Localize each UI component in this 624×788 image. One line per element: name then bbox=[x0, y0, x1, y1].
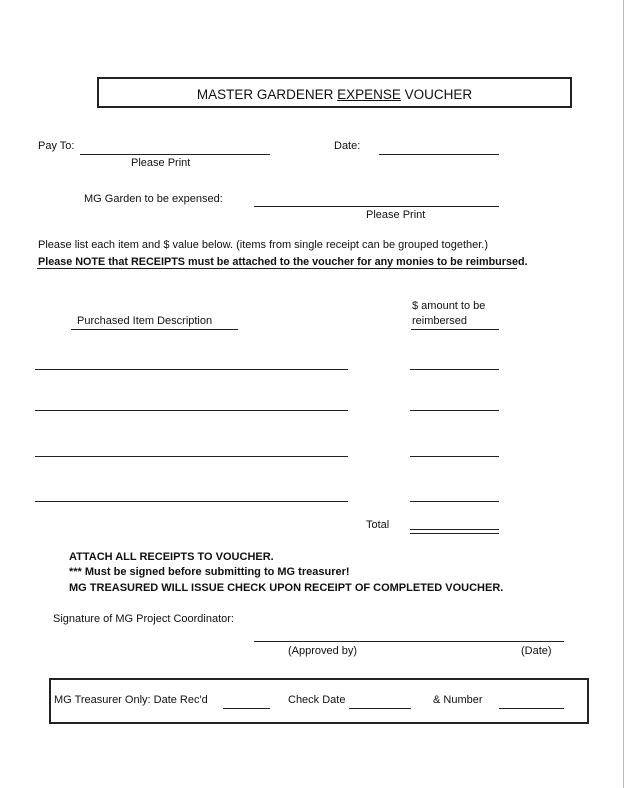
description-header: Purchased Item Description bbox=[77, 315, 213, 327]
description-header-underline bbox=[71, 329, 238, 330]
item-amount-field[interactable] bbox=[410, 501, 499, 502]
check-number-label: & Number bbox=[433, 694, 483, 706]
total-field[interactable] bbox=[410, 529, 499, 530]
garden-label: MG Garden to be expensed: bbox=[84, 193, 223, 205]
note-underline bbox=[37, 268, 517, 269]
item-amount-field[interactable] bbox=[410, 456, 499, 457]
check-date-field[interactable] bbox=[349, 708, 411, 709]
check-number-field[interactable] bbox=[499, 708, 564, 709]
check-issue-text: MG TREASURED WILL ISSUE CHECK UPON RECEIPT OF COMPLETED VOUCHER. bbox=[69, 582, 504, 594]
please-print-hint: Please Print bbox=[366, 209, 426, 221]
signature-field[interactable] bbox=[254, 641, 564, 642]
date-received-field[interactable] bbox=[223, 708, 270, 709]
attach-receipts-text: ATTACH ALL RECEIPTS TO VOUCHER. bbox=[69, 551, 274, 563]
total-double-underline bbox=[410, 533, 499, 534]
title-box bbox=[97, 77, 572, 108]
date-field[interactable] bbox=[379, 154, 499, 155]
amount-header-line2: reimbersed bbox=[412, 315, 468, 327]
check-date-label: Check Date bbox=[288, 694, 346, 706]
amount-header-underline bbox=[411, 329, 499, 330]
pay-to-label: Pay To: bbox=[38, 140, 75, 152]
garden-field[interactable] bbox=[254, 206, 499, 207]
signature-date-label: (Date) bbox=[521, 645, 552, 657]
signature-warning-text: *** Must be signed before submitting to MG treasurer! bbox=[69, 566, 350, 578]
item-description-field[interactable] bbox=[35, 369, 348, 370]
amount-header-line1: $ amount to be bbox=[412, 300, 486, 312]
total-label: Total bbox=[366, 519, 390, 531]
date-label: Date: bbox=[334, 140, 361, 152]
approved-by-label: (Approved by) bbox=[288, 645, 358, 657]
page-title: MASTER GARDENER EXPENSE VOUCHER bbox=[196, 87, 473, 102]
item-description-field[interactable] bbox=[35, 456, 348, 457]
treasurer-date-label: MG Treasurer Only: Date Rec'd bbox=[54, 694, 208, 706]
pay-to-field[interactable] bbox=[80, 154, 270, 155]
item-amount-field[interactable] bbox=[410, 410, 499, 411]
signature-label: Signature of MG Project Coordinator: bbox=[53, 613, 234, 625]
instructions-text: Please list each item and $ value below. (items from single receipt can be grouped together.) bbox=[38, 239, 489, 251]
item-description-field[interactable] bbox=[35, 501, 348, 502]
item-amount-field[interactable] bbox=[410, 369, 499, 370]
item-description-field[interactable] bbox=[35, 410, 348, 411]
receipt-note: Please NOTE that RECEIPTS must be attached to the voucher for any monies to be reimbursed. bbox=[38, 256, 528, 268]
please-print-hint: Please Print bbox=[131, 157, 191, 169]
